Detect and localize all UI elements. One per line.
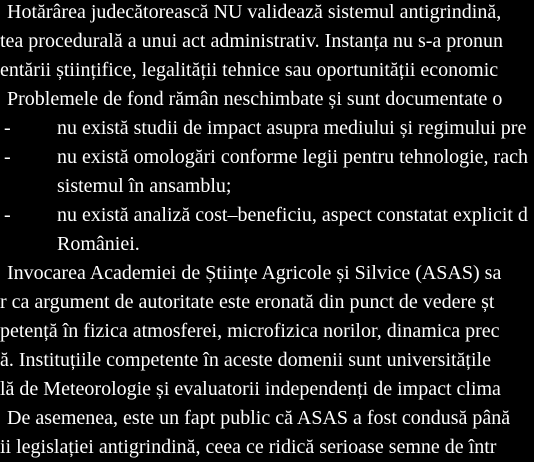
bullet-marker-2: - (4, 146, 11, 168)
text-line-11: r ca argument de autoritate este eronată din punct de vedere șt (0, 291, 495, 313)
text-line-13: ă. Instituțiile competente în aceste domenii sunt universitățile (0, 349, 491, 371)
bullet-item-1: nu există studii de impact asupra mediului și regimului pre (57, 117, 527, 139)
bullet-item-2: nu există omologări conforme legii pentru tehnologie, rach (57, 146, 528, 168)
text-line-1: Hotărârea judecătorească NU validează sistemul antigrindină, (7, 1, 502, 23)
text-line-4: Problemele de fond rămân neschimbate și sunt documentate o (7, 88, 503, 110)
text-line-16: ii legislației antigrindină, ceea ce ridică serioase semne de într (0, 436, 497, 458)
text-line-10: Invocarea Academiei de Științe Agricole și Silvice (ASAS) sa (7, 262, 502, 284)
text-line-3: entării științifice, legalității tehnice sau oportunității economic (0, 59, 499, 81)
bullet-item-3-continuation: României. (57, 233, 140, 255)
text-line-15: De asemenea, este un fapt public că ASAS a fost condusă până (7, 407, 511, 429)
bullet-marker-1: - (4, 117, 11, 139)
bullet-marker-3: - (4, 204, 11, 226)
text-line-2: tea procedurală a unui act administrativ. Instanța nu s-a pronun (0, 30, 503, 52)
text-line-14: lă de Meteorologie și evaluatorii independenți de impact clima (0, 378, 501, 400)
bullet-item-3: nu există analiză cost–beneficiu, aspect constatat explicit d (57, 204, 528, 226)
bullet-item-2-continuation: sistemul în ansamblu; (57, 175, 232, 197)
text-line-12: petență în fizica atmosferei, microfizica norilor, dinamica prec (0, 320, 500, 342)
